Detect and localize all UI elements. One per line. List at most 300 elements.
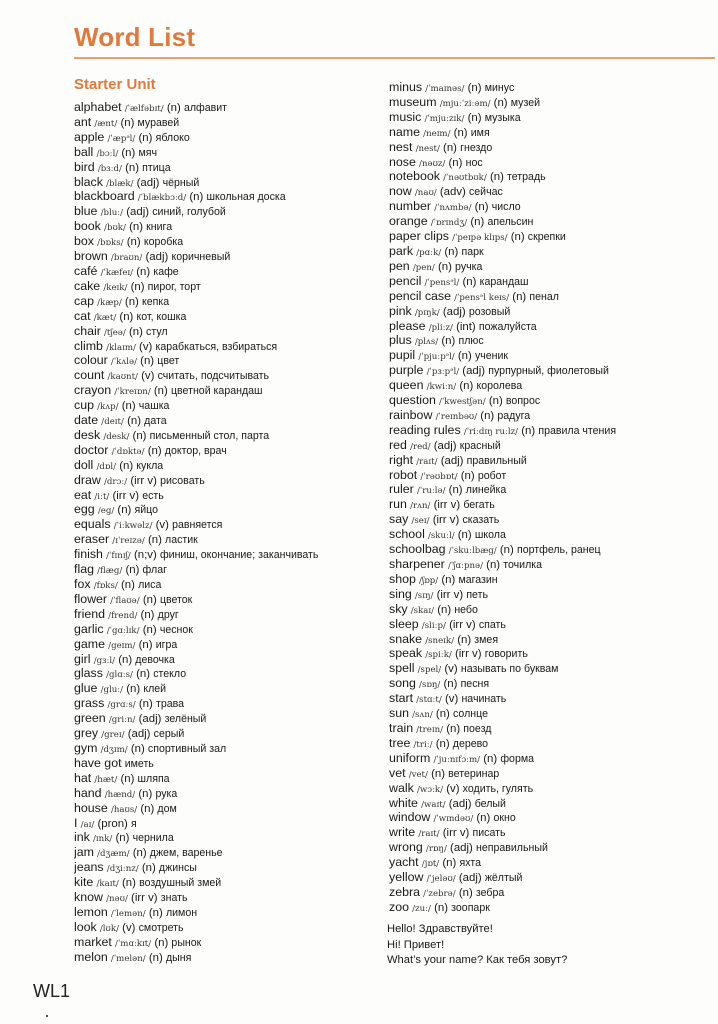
entry-translation: начинать	[461, 693, 507, 706]
entry-word: sing	[389, 586, 412, 601]
page-title: Word List	[74, 22, 196, 52]
word-entry	[74, 607, 380, 622]
entry-transcription: /treɪn/	[416, 724, 444, 735]
entry-transcription: /ˈpeɪpə klɪps/	[452, 233, 508, 244]
word-entry	[389, 810, 714, 825]
entry-transcription: /ænt/	[94, 118, 118, 129]
entry-transcription: /kæp/	[97, 297, 122, 308]
entry-part-of-speech: (n)	[459, 380, 474, 393]
entry-transcription: /lʊk/	[99, 923, 119, 934]
entry-transcription: /aɪ/	[80, 819, 95, 830]
entry-word: ink	[74, 830, 90, 845]
entry-translation: девочка	[135, 653, 175, 666]
entry-word: apple	[74, 129, 105, 144]
entry-translation: пурпурный, фиолетовый	[488, 365, 609, 378]
word-entry	[389, 229, 714, 244]
word-entry	[389, 676, 714, 691]
entry-translation: портфель, ранец	[516, 544, 601, 557]
entry-transcription: /ˈflaʊə/	[110, 595, 140, 606]
entry-translation: поезд	[463, 722, 492, 735]
entry-transcription: /dʒɪm/	[100, 744, 128, 755]
entry-transcription: /griːn/	[108, 715, 136, 726]
entry-word: eraser	[74, 532, 110, 547]
entry-transcription: /ˈkwestʃən/	[439, 397, 486, 408]
word-entry	[389, 289, 714, 304]
word-entry	[74, 264, 380, 279]
entry-word: flower	[74, 591, 108, 606]
word-entry	[74, 860, 380, 875]
entry-part-of-speech: (n)	[467, 111, 482, 124]
word-entry	[389, 348, 714, 363]
entry-part-of-speech: (n)	[166, 102, 181, 114]
entry-part-of-speech: (n)	[141, 862, 156, 875]
word-entry	[74, 145, 380, 160]
entry-part-of-speech: (n)	[147, 444, 162, 457]
entry-translation: неправильный	[476, 842, 548, 855]
entry-translation: точилка	[503, 559, 543, 571]
entry-transcription: /ˈiːkwəlz/	[113, 521, 153, 532]
entry-transcription: /stɑːt/	[416, 695, 442, 706]
entry-translation: спать	[478, 618, 506, 631]
page-number: WL1	[33, 981, 71, 1001]
entry-word: I	[74, 815, 78, 830]
entry-part-of-speech: (n)	[142, 623, 157, 636]
entry-translation: сейчас	[468, 186, 503, 199]
word-entry	[389, 244, 714, 259]
entry-part-of-speech: (n)	[120, 579, 135, 591]
entry-part-of-speech: (n)	[476, 812, 491, 825]
entry-word: name	[389, 124, 420, 139]
entry-word: green	[74, 711, 106, 726]
word-entry	[74, 875, 380, 890]
entry-translation: небо	[454, 603, 478, 616]
word-entry	[74, 920, 380, 935]
entry-translation: ходить, гулять	[462, 782, 534, 795]
entry-part-of-speech: (n;v)	[133, 549, 157, 562]
word-entry	[74, 458, 380, 473]
entry-word: window	[389, 810, 431, 825]
entry-part-of-speech: (n)	[457, 529, 472, 542]
entry-transcription: /sʌn/	[412, 710, 433, 721]
entry-word: blue	[74, 204, 98, 219]
entry-word: plus	[389, 333, 412, 348]
entry-translation: линейка	[465, 484, 507, 497]
entry-word: glass	[74, 666, 103, 681]
entry-word: black	[74, 174, 103, 189]
entry-part-of-speech: (n)	[140, 608, 155, 621]
entry-translation: есть	[142, 489, 164, 502]
entry-part-of-speech: (n)	[467, 82, 482, 94]
word-entry	[74, 249, 380, 264]
entry-part-of-speech: (n)	[457, 633, 472, 646]
entry-translation: игра	[155, 638, 178, 651]
word-entry	[389, 95, 714, 110]
entry-translation: финиш, окончание; заканчивать	[159, 549, 319, 562]
word-entry	[74, 711, 380, 726]
entry-word: look	[74, 919, 97, 934]
entry-translation: парк	[461, 245, 484, 258]
entry-translation: тетрадь	[507, 171, 546, 184]
entry-word: hand	[74, 785, 102, 800]
entry-translation: чернила	[132, 832, 174, 845]
word-list-left-column	[74, 100, 380, 965]
word-entry	[74, 801, 380, 816]
entry-word: notebook	[389, 169, 440, 184]
entry-transcription: /nəʊz/	[419, 158, 446, 169]
entry-word: yellow	[389, 870, 424, 885]
word-entry	[74, 532, 380, 547]
word-entry	[74, 473, 380, 488]
entry-transcription: /ˈzebrə/	[423, 888, 456, 899]
entry-part-of-speech: (n)	[147, 534, 162, 547]
entry-translation: шляпа	[137, 772, 170, 785]
entry-translation: называть по буквам	[460, 663, 559, 676]
entry-part-of-speech: (n)	[148, 906, 163, 919]
entry-translation: розовый	[468, 305, 511, 318]
word-entry	[389, 408, 714, 423]
word-entry	[74, 622, 380, 637]
entry-translation: ластик	[165, 534, 198, 547]
entry-transcription: /bɒks/	[97, 238, 124, 249]
entry-translation: дыня	[165, 951, 192, 964]
entry-transcription: /ˈfɪnɪʃ/	[106, 551, 131, 562]
word-entry	[389, 646, 714, 661]
entry-transcription: /dɒl/	[96, 461, 117, 472]
entry-word: music	[389, 109, 422, 124]
entry-part-of-speech: (n)	[443, 678, 458, 691]
entry-transcription: /nəʊ/	[106, 894, 128, 905]
entry-transcription: /bʊk/	[104, 223, 126, 234]
phrase-line: Hi! Привет!	[387, 938, 445, 951]
word-entry	[74, 816, 380, 831]
entry-part-of-speech: (n)	[441, 335, 456, 348]
entry-translation: музей	[510, 96, 541, 109]
entry-part-of-speech: (n)	[154, 936, 169, 949]
entry-translation: рынок	[171, 936, 202, 949]
entry-translation: письменный стол, парта	[149, 429, 270, 442]
title-divider	[74, 57, 715, 59]
entry-part-of-speech: (n)	[448, 156, 463, 169]
word-entry	[389, 393, 714, 408]
word-entry	[389, 378, 714, 393]
entry-translation: пожалуйста	[478, 320, 537, 333]
entry-translation: доктор, врач	[164, 444, 227, 457]
entry-translation: школьная доска	[206, 191, 286, 204]
entry-transcription: /ˈreɪnbəʊ/	[435, 411, 478, 422]
word-entry	[74, 905, 380, 920]
word-entry	[74, 577, 380, 592]
word-entry	[74, 592, 380, 607]
word-entry	[389, 169, 714, 184]
entry-translation: правильный	[466, 454, 527, 467]
entry-translation: клей	[143, 683, 167, 696]
entry-word: orange	[389, 214, 428, 229]
entry-transcription: /red/	[410, 441, 431, 452]
entry-translation: серый	[153, 728, 185, 741]
entry-translation: минус	[484, 82, 515, 94]
entry-part-of-speech: (n)	[480, 409, 495, 422]
entry-transcription: /flæg/	[97, 566, 123, 577]
entry-transcription: /ˈblækbɔːd/	[137, 193, 187, 204]
entry-transcription: /ˈmelən/	[110, 953, 146, 964]
entry-part-of-speech: (adj)	[138, 713, 162, 726]
entry-word: egg	[74, 502, 95, 517]
entry-transcription: /pɪŋk/	[414, 307, 440, 318]
entry-part-of-speech: (n)	[474, 201, 489, 214]
entry-part-of-speech: (n)	[462, 275, 477, 288]
entry-transcription: /vet/	[408, 769, 428, 780]
entry-transcription: /grɑːs/	[107, 700, 136, 711]
word-entry	[389, 706, 714, 721]
entry-translation: трава	[155, 698, 185, 711]
entry-transcription: /tʃeə/	[104, 327, 126, 338]
word-entry	[389, 512, 714, 527]
word-entry	[389, 825, 714, 840]
entry-word: sharpener	[389, 557, 445, 571]
word-entry	[389, 184, 714, 199]
entry-part-of-speech: (n)	[453, 126, 468, 139]
entry-transcription: /ˈɒrɪndʒ/	[430, 218, 468, 229]
entry-translation: алфавит	[183, 102, 228, 114]
entry-transcription: /dʒiːnz/	[106, 864, 139, 875]
entry-translation: цвет	[157, 355, 180, 368]
entry-transcription: /haʊs/	[110, 804, 138, 815]
entry-transcription: /wɔːk/	[416, 784, 444, 795]
entry-part-of-speech: (n)	[521, 424, 536, 437]
entry-word: desk	[74, 427, 101, 442]
entry-word: market	[74, 934, 112, 949]
entry-part-of-speech: (n)	[189, 191, 204, 204]
entry-word: grass	[74, 696, 105, 711]
entry-translation: стул	[146, 325, 168, 338]
word-entry	[389, 751, 714, 766]
entry-word: kite	[74, 875, 94, 890]
entry-translation: красный	[459, 439, 501, 452]
entry-translation: дерево	[452, 737, 489, 750]
entry-word: white	[389, 795, 418, 810]
entry-transcription: /geɪm/	[108, 640, 136, 651]
word-entry	[74, 234, 380, 249]
entry-word: sleep	[389, 616, 419, 631]
entry-word: café	[74, 263, 98, 278]
entry-word: hat	[74, 770, 92, 785]
word-entry	[389, 259, 714, 274]
entry-word: zoo	[389, 899, 409, 914]
entry-part-of-speech: (n)	[499, 544, 514, 557]
entry-transcription: /dʒæm/	[97, 849, 130, 860]
word-entry	[74, 845, 380, 860]
entry-translation: имя	[470, 126, 490, 139]
entry-transcription: /ˈʃɑːpnə/	[447, 561, 483, 571]
word-entry	[74, 741, 380, 756]
entry-transcription: /spiːk/	[425, 650, 452, 661]
entry-word: pen	[389, 258, 410, 273]
entry-translation: бегать	[463, 499, 495, 512]
entry-transcription: /sɪŋ/	[414, 590, 434, 601]
word-entry	[389, 199, 714, 214]
entry-word: uniform	[389, 750, 431, 765]
entry-word: park	[389, 243, 414, 258]
entry-word: pencil	[389, 273, 422, 288]
entry-translation: джинсы	[158, 862, 197, 875]
entry-translation: пирог, торт	[147, 280, 201, 293]
entry-word: question	[389, 393, 436, 408]
entry-word: sky	[389, 601, 408, 616]
entry-transcription: /ˈgɑːlɪk/	[106, 625, 140, 636]
entry-part-of-speech: (n)	[124, 295, 139, 308]
entry-word: minus	[389, 80, 423, 94]
word-entry	[389, 855, 714, 870]
entry-word: girl	[74, 651, 91, 666]
entry-transcription: /ˈlemən/	[110, 908, 146, 919]
entry-transcription: /raɪt/	[418, 829, 440, 840]
entry-part-of-speech: (n)	[132, 847, 147, 860]
entry-word: gym	[74, 740, 98, 755]
entry-part-of-speech: (int)	[456, 320, 476, 333]
entry-transcription: /pen/	[412, 262, 435, 273]
entry-translation: муравей	[137, 116, 180, 129]
entry-translation: воздушный змей	[139, 877, 222, 890]
entry-transcription: /deɪt/	[101, 417, 124, 428]
entry-word: pencil case	[389, 288, 451, 303]
entry-translation: птица	[142, 161, 171, 174]
entry-part-of-speech: (n)	[437, 603, 452, 616]
entry-part-of-speech: (n)	[153, 385, 168, 398]
entry-transcription: /ˈriːdɪŋ ruːlz/	[463, 426, 519, 437]
entry-part-of-speech: (n)	[431, 767, 445, 780]
entry-word: sun	[389, 706, 409, 721]
entry-translation: равняется	[172, 519, 223, 532]
entry-transcription: /klaɪm/	[106, 342, 136, 353]
entry-word: equals	[74, 517, 111, 532]
entry-transcription: /bɜːd/	[97, 163, 122, 174]
entry-transcription: /ˈjuːnɪfɔːm/	[433, 754, 481, 765]
entry-transcription: /kaʊnt/	[107, 372, 138, 383]
entry-word: train	[389, 720, 414, 735]
entry-part-of-speech: (n)	[115, 832, 130, 845]
entry-translation: иметь	[124, 757, 154, 770]
entry-part-of-speech: (n)	[470, 216, 485, 229]
word-entry	[389, 870, 714, 885]
word-entry	[389, 781, 714, 796]
entry-translation: книга	[146, 221, 173, 234]
entry-translation: цветок	[159, 593, 193, 606]
entry-part-of-speech: (n)	[136, 668, 151, 681]
word-entry	[389, 497, 714, 512]
entry-word: colour	[74, 353, 108, 368]
entry-part-of-speech: (irr v)	[454, 648, 482, 661]
entry-translation: солнце	[453, 708, 488, 721]
entry-translation: яйцо	[134, 504, 159, 517]
word-entry	[389, 632, 714, 647]
entry-transcription: /naʊ/	[414, 188, 437, 199]
entry-part-of-speech: (n)	[118, 653, 133, 666]
entry-part-of-speech: (n)	[460, 469, 475, 482]
entry-word: cup	[74, 398, 94, 413]
entry-part-of-speech: (n)	[136, 265, 151, 278]
entry-word: jam	[74, 845, 94, 860]
entry-word: climb	[74, 338, 103, 353]
word-entry	[389, 617, 714, 632]
word-entry	[74, 443, 380, 458]
entry-translation: говорить	[484, 648, 528, 661]
entry-transcription: /raɪt/	[416, 456, 438, 467]
entry-transcription: /ɪˈreɪzə/	[112, 536, 145, 547]
entry-translation: ученик	[474, 350, 509, 363]
entry-word: ruler	[389, 482, 414, 497]
word-entry	[74, 309, 380, 324]
word-entry	[389, 274, 714, 289]
entry-word: blackboard	[74, 189, 135, 204]
entry-transcription: /sneɪk/	[425, 635, 455, 646]
entry-part-of-speech: (n)	[126, 236, 141, 249]
entry-part-of-speech: (n)	[130, 742, 145, 755]
word-entry	[389, 557, 714, 572]
entry-word: fox	[74, 577, 91, 591]
entry-translation: ручка	[455, 260, 483, 273]
entry-transcription: /pliːz/	[428, 322, 453, 333]
word-entry	[74, 339, 380, 354]
entry-part-of-speech: (adj)	[440, 454, 464, 467]
word-entry	[389, 572, 714, 587]
phrase-line: Hello! Здравствуйте!	[387, 923, 493, 935]
entry-word: snake	[389, 631, 423, 646]
entry-transcription: /ˈjeləʊ/	[426, 874, 456, 885]
entry-transcription: /bluː/	[100, 208, 124, 219]
word-entry	[389, 542, 714, 557]
entry-translation: кукла	[136, 459, 164, 472]
entry-word: doctor	[74, 442, 109, 457]
entry-transcription: /ˈælfəbɪt/	[124, 104, 164, 114]
entry-transcription: /ɪnk/	[93, 834, 113, 845]
entry-translation: королева	[476, 380, 523, 393]
entry-word: know	[74, 890, 103, 905]
word-entry	[389, 333, 714, 348]
entry-word: date	[74, 413, 99, 428]
entry-word: yacht	[389, 855, 419, 870]
word-entry	[389, 140, 714, 155]
entry-word: flag	[74, 562, 94, 577]
entry-word: vet	[389, 765, 406, 780]
entry-word: box	[74, 234, 94, 249]
word-entry	[74, 413, 380, 428]
entry-transcription: /ˈrəʊbɒt/	[420, 471, 458, 482]
entry-word: speak	[389, 646, 423, 661]
entry-part-of-speech: (n)	[488, 395, 503, 408]
entry-part-of-speech: (n)	[128, 325, 143, 338]
entry-part-of-speech: (n)	[132, 429, 147, 442]
entry-part-of-speech: (n)	[121, 877, 136, 890]
word-entry	[74, 175, 380, 190]
entry-transcription: /ˈwɪndəʊ/	[433, 814, 474, 825]
entry-word: purple	[389, 363, 424, 378]
entry-part-of-speech: (n)	[510, 231, 525, 244]
entry-transcription: /jɒt/	[421, 859, 440, 870]
entry-translation: белый	[474, 797, 506, 810]
entry-translation: лиса	[138, 579, 162, 591]
entry-translation: дом	[157, 802, 177, 815]
word-entry	[389, 736, 714, 751]
entry-translation: плюс	[458, 335, 484, 348]
entry-translation: гнездо	[460, 141, 493, 154]
entry-transcription: /iːt/	[94, 491, 110, 502]
entry-word: glue	[74, 681, 98, 696]
entry-translation: кепка	[142, 295, 170, 308]
word-list-right-column	[389, 80, 714, 915]
word-entry	[74, 130, 380, 145]
entry-part-of-speech: (adj)	[450, 842, 473, 855]
entry-transcription: /triː/	[413, 739, 433, 750]
